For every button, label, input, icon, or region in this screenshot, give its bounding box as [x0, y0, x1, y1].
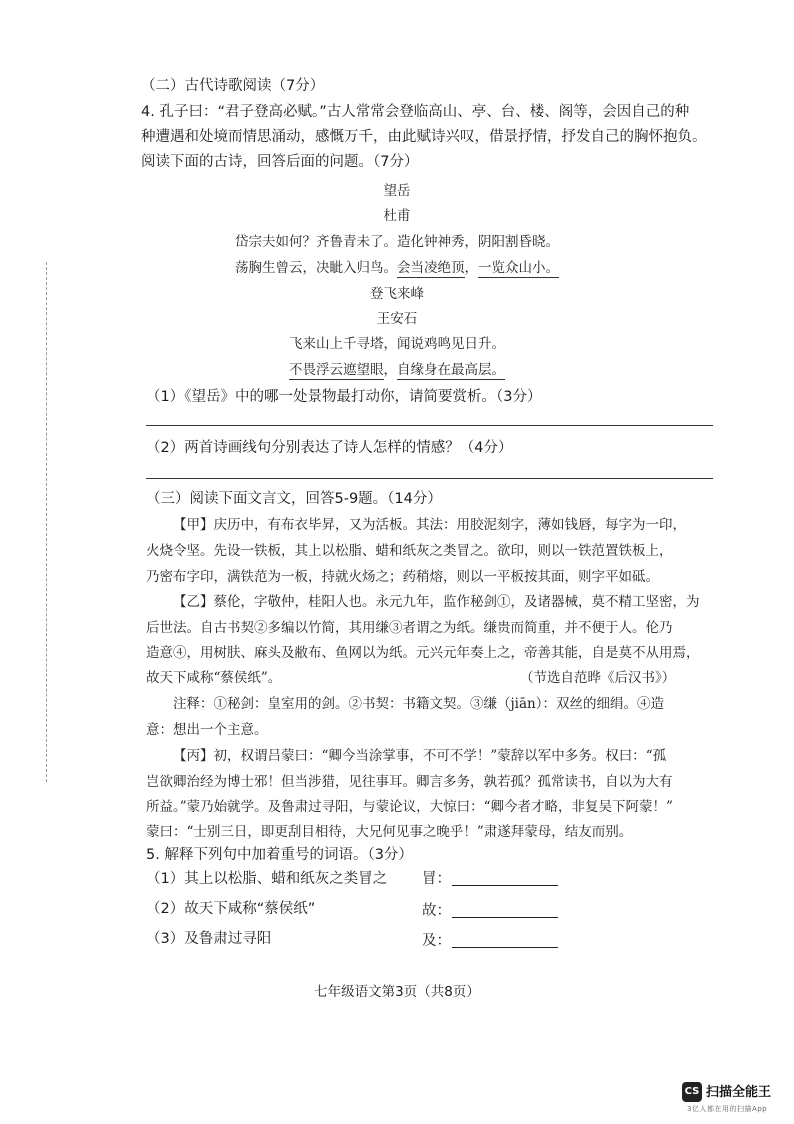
passage-yi-line-1: 【乙】蔡伦，字敬仲，桂阳人也。永元九年，监作秘剑①，及诸器械，莫不精工坚密，为 — [173, 594, 700, 610]
poem1-line-1: 岱宗夫如何？齐鲁青未了。造化钟神秀，阴阳割昏晓。 — [235, 234, 559, 250]
q5-item-3-word: 及： — [422, 933, 451, 949]
passage-jia-line-1: 【甲】庆历中，有布衣毕昇，又为活板。其法：用胶泥刻字，薄如钱唇，每字为一印， — [173, 517, 686, 533]
q4-sub-question-2: （2）两首诗画线句分别表达了诗人怎样的情感？（4分） — [146, 440, 513, 456]
section-2-title: （二）古代诗歌阅读（7分） — [141, 78, 325, 94]
passage-jia-line-3: 乃密布字印，满铁范为一板，持就火炀之；药稍熔，则以一平板按其面，则字平如砥。 — [146, 569, 659, 585]
q5-item-1-sentence: （1）其上以松脂、蜡和纸灰之类冒之 — [146, 871, 388, 887]
q4-intro-line-1: 4. 孔子曰：“君子登高必赋。”古人常常会登临高山、亭、台、楼、阁等，会因自己的种 — [141, 104, 690, 120]
q4-intro-line-2: 种遭遇和处境而情思涌动，感慨万千，由此赋诗兴叹，借景抒情，抒发自己的胸怀抱负。 — [141, 129, 707, 145]
passage-yi-line-2: 后世法。自古书契②多编以竹简，其用缣③者谓之为纸。缣贵而简重，并不便于人。伦乃 — [146, 620, 673, 636]
q5-item-2-word: 故： — [422, 903, 451, 919]
passage-bing-line-3: 所益。”蒙乃始就学。及鲁肃过寻阳，与蒙论议，大惊曰：“卿今者才略，非复吴下阿蒙！” — [146, 799, 673, 815]
poem1-sep: ， — [464, 260, 478, 276]
poem1-author: 杜甫 — [383, 208, 411, 224]
passage-yi-source: （节选自范晔《后汉书》） — [520, 670, 676, 686]
passage-bing-line-1: 【丙】初，权谓吕蒙曰：“卿今当涂掌事，不可不学！”蒙辞以军中多务。权曰：“孤 — [173, 748, 667, 764]
q4-sub-question-1: （1）《望岳》中的哪一处景物最打动你，请简要赏析。（3分） — [146, 389, 542, 405]
q5-item-1-word: 冒： — [422, 871, 451, 887]
q5-item-2-sentence: （2）故天下咸称“蔡侯纸” — [146, 901, 316, 917]
poem1-title: 望岳 — [383, 183, 411, 199]
passage-jia-line-2: 火烧令坚。先设一铁板，其上以松脂、蜡和纸灰之类冒之。欲印，则以一铁范置铁板上， — [146, 543, 673, 559]
poem2-sep: ， — [383, 362, 397, 378]
passage-yi-line-3: 造意④，用树肤、麻头及敝布、鱼网以为纸。元兴元年奏上之，帝善其能，自是莫不从用焉， — [146, 645, 700, 661]
q5-item-2-answer-blank[interactable] — [452, 917, 558, 918]
passage-bing-line-4: 蒙曰：“士别三日，即更刮目相待，大兄何见事之晚乎！”肃遂拜蒙母，结友而别。 — [146, 824, 633, 840]
watermark-brand: 扫描全能王 — [706, 1085, 772, 1100]
answer-line-2[interactable] — [146, 478, 713, 479]
poem2-line-2 — [0, 360, 794, 380]
poem1-line-2 — [0, 258, 794, 278]
q5-item-3-answer-blank[interactable] — [452, 947, 558, 948]
watermark-subtitle: 3亿人都在用的扫描App — [687, 1105, 768, 1113]
passage-yi-line-4: 故天下咸称“蔡侯纸”。 — [146, 670, 282, 686]
camscanner-logo-icon: CS — [682, 1082, 702, 1102]
poem1-underlined-a: 会当凌绝顶 — [397, 260, 465, 276]
answer-line-1[interactable] — [146, 425, 713, 426]
poem1-underlined-b: 一览众山小。 — [478, 260, 559, 276]
section-3-title: （三）阅读下面文言文，回答5-9题。（14分） — [146, 491, 442, 507]
q5-title: 5. 解释下列句中加着重号的词语。（3分） — [146, 847, 413, 863]
q4-intro-line-3: 阅读下面的古诗，回答后面的问题。（7分） — [141, 154, 419, 170]
passage-bing-line-2: 岂欲卿治经为博士邪！但当涉猎，见往事耳。卿言多务，孰若孤？孤常读书，自以为大有 — [146, 774, 673, 790]
q5-item-1-answer-blank[interactable] — [452, 885, 558, 886]
q5-item-3-sentence: （3）及鲁肃过寻阳 — [146, 931, 272, 947]
notes-line-1: 注释：①秘剑：皇室用的剑。②书契：书籍文契。③缣（jiān）：双丝的细绢。④造 — [173, 696, 664, 712]
poem2-underlined-b: 自缘身在最高层。 — [397, 362, 505, 378]
poem1-line-2-plain: 荡胸生曾云，决眦入归鸟。 — [235, 260, 397, 276]
page-footer: 七年级语文第3页（共8页） — [314, 984, 480, 1000]
poem2-underlined-a: 不畏浮云遮望眼 — [289, 362, 384, 378]
poem2-title: 登飞来峰 — [370, 286, 424, 302]
notes-line-2: 意：想出一个主意。 — [146, 722, 268, 738]
poem2-line-1: 飞来山上千寻塔，闻说鸡鸣见日升。 — [289, 336, 505, 352]
poem2-author: 王安石 — [376, 311, 418, 327]
